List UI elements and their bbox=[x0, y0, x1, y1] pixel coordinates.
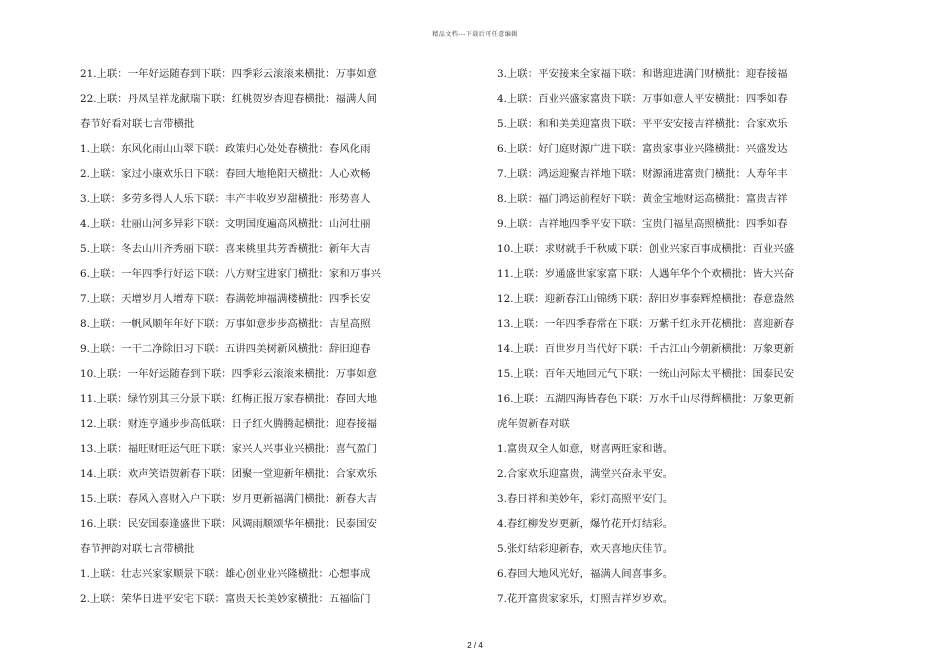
text-line: 16.上联：五湖四海皆春色下联：万水千山尽得辉横批：万象更新 bbox=[497, 393, 795, 405]
text-line: 21.上联：一年好运随春到下联：四季彩云滚滚来横批：万事如意 bbox=[80, 68, 378, 80]
text-line: 5.上联：和和美美迎富贵下联：平平安安接吉祥横批：合家欢乐 bbox=[497, 118, 788, 130]
text-line: 4.上联：壮丽山河多异彩下联：文明国度遍高风横批：山河壮丽 bbox=[80, 218, 371, 230]
text-line: 15.上联：春风入喜财入户下联：岁月更新福满门横批：新春大吉 bbox=[80, 493, 378, 505]
text-line: 春节好看对联七言带横批 bbox=[80, 118, 195, 130]
text-line: 春节押韵对联七言带横批 bbox=[80, 543, 195, 555]
page-header: 精品文档---下载后可任意编辑 bbox=[432, 31, 518, 38]
text-line: 5.张灯结彩迎新春，欢天喜地庆佳节。 bbox=[497, 543, 674, 555]
text-line: 13.上联：一年四季春常在下联：万紫千红永开花横批：喜迎新春 bbox=[497, 318, 795, 330]
text-line: 1.富贵双全人如意，财喜两旺家和谐。 bbox=[497, 443, 674, 455]
text-line: 16.上联：民安国泰逢盛世下联：风调雨顺颂华年横批：民泰国安 bbox=[80, 518, 378, 530]
text-line: 14.上联：欢声笑语贺新春下联：团聚一堂迎新年横批：合家欢乐 bbox=[80, 468, 378, 480]
text-line: 8.上联：一帆风顺年年好下联：万事如意步步高横批：吉星高照 bbox=[80, 318, 371, 330]
text-line: 6.上联：好门庭财源广进下联：富贵家事业兴隆横批：兴盛发达 bbox=[497, 143, 788, 155]
text-line: 10.上联：一年好运随春到下联：四季彩云滚滚来横批：万事如意 bbox=[80, 368, 378, 380]
text-line: 1.上联：壮志兴家家顺景下联：雄心创业业兴隆横批：心想事成 bbox=[80, 568, 371, 580]
text-line: 2.上联：荣华日进平安宅下联：富贵天长美妙家横批：五福临门 bbox=[80, 593, 371, 605]
text-line: 9.上联：吉祥地四季平安下联：宝贵门福星高照横批：四季如春 bbox=[497, 218, 788, 230]
text-line: 3.上联：平安接来全家福下联：和谐迎进满门财横批：迎春接福 bbox=[497, 68, 788, 80]
right-column bbox=[497, 64, 857, 614]
text-line: 12.上联：迎新春江山锦绣下联：辞旧岁事泰辉煌横批：春意盎然 bbox=[497, 293, 795, 305]
text-line: 10.上联：求财就手千秋威下联：创业兴家百事成横批：百业兴盛 bbox=[497, 243, 795, 255]
text-line: 4.上联：百业兴盛家富贵下联：万事如意人平安横批：四季如春 bbox=[497, 93, 788, 105]
text-line: 虎年贺新春对联 bbox=[497, 418, 570, 430]
text-line: 12.上联：财连亨通步步高低联：日子红火腾腾起横批：迎春接福 bbox=[80, 418, 378, 430]
text-line: 22.上联：丹凤呈祥龙献瑞下联：红桃贺岁杏迎春横批：福满人间 bbox=[80, 93, 378, 105]
text-line: 7.花开富贵家家乐，灯照吉祥岁岁欢。 bbox=[497, 593, 674, 605]
text-line: 15.上联：百年天地回元气下联：一统山河际太平横批：国泰民安 bbox=[497, 368, 795, 380]
text-line: 5.上联：冬去山川齐秀丽下联：喜来桃里共芳香横批：新年大吉 bbox=[80, 243, 371, 255]
text-line: 8.上联：福门鸿运前程好下联：黄金宝地财运高横批：富贵吉祥 bbox=[497, 193, 788, 205]
text-line: 11.上联：绿竹别其三分景下联：红梅正报万家春横批：春回大地 bbox=[80, 393, 378, 405]
text-line: 6.春回大地风光好，福满人间喜事多。 bbox=[497, 568, 674, 580]
text-line: 7.上联：鸿运迎聚吉祥地下联：财源涌进富贵门横批：人寿年丰 bbox=[497, 168, 788, 180]
text-line: 9.上联：一干二净除旧习下联：五讲四美树新风横批：辞旧迎春 bbox=[80, 343, 371, 355]
text-line: 13.上联：福旺财旺运气旺下联：家兴人兴事业兴横批：喜气盈门 bbox=[80, 443, 378, 455]
text-line: 14.上联：百世岁月当代好下联：千古江山今朝新横批：万象更新 bbox=[497, 343, 795, 355]
text-line: 3.上联：多劳多得人人乐下联：丰产丰收岁岁甜横批：形势喜人 bbox=[80, 193, 371, 205]
left-column bbox=[80, 64, 440, 614]
text-line: 4.春红柳发岁更新，爆竹花开灯结彩。 bbox=[497, 518, 674, 530]
text-line: 2.上联：家过小康欢乐日下联：春回大地艳阳天横批：人心欢畅 bbox=[80, 168, 371, 180]
text-line: 2.合家欢乐迎富贵，满堂兴奋永平安。 bbox=[497, 468, 674, 480]
text-line: 3.春日祥和美妙年，彩灯高照平安门。 bbox=[497, 493, 674, 505]
page-number: 2 / 4 bbox=[467, 641, 483, 650]
text-line: 1.上联：东风化雨山山翠下联：政策归心处处春横批：春风化雨 bbox=[80, 143, 371, 155]
text-line: 7.上联：天增岁月人增寿下联：春满乾坤福满楼横批：四季长安 bbox=[80, 293, 371, 305]
text-line: 6.上联：一年四季行好运下联：八方财宝进家门横批：家和万事兴 bbox=[80, 268, 381, 280]
text-line: 11.上联：岁通盛世家家富下联：人遇年华个个欢横批：皆大兴奋 bbox=[497, 268, 795, 280]
